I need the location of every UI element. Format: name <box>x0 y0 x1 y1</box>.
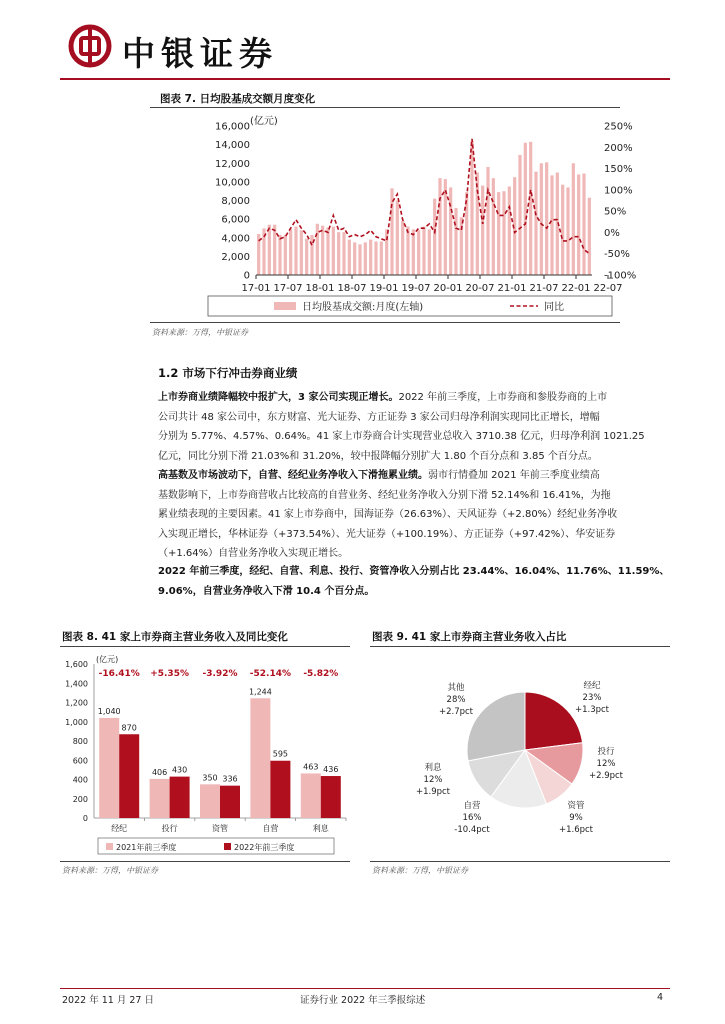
fig8-category: 投行 <box>161 824 178 833</box>
fig7-x-tick: 17-07 <box>273 283 303 294</box>
fig8-bar-2022 <box>119 734 139 818</box>
fig7-bar <box>332 227 335 275</box>
fig8-label-2022: 870 <box>121 723 137 733</box>
fig7-right-tick: -100% <box>604 270 637 282</box>
fig8-change-label: -16.41% <box>98 669 140 679</box>
paragraph-2-lead: 高基数及市场波动下，自营、经纪业务净收入下滑拖累业绩。 <box>158 470 428 481</box>
fig7-unit-label: (亿元) <box>250 116 278 127</box>
boc-logo-icon <box>68 24 112 68</box>
fig7-bar <box>348 240 351 275</box>
fig7-source: 资料来源：万得，中银证券 <box>152 328 248 337</box>
fig7-bar <box>369 240 372 275</box>
fig9-slice-change: +2.7pct <box>438 707 474 717</box>
fig7-bar <box>550 175 553 275</box>
fig7-right-tick: -50% <box>604 249 630 261</box>
fig7-left-tick: 4,000 <box>221 233 250 245</box>
fig9-slice <box>525 692 583 750</box>
fig7-x-tick: 21-01 <box>497 283 527 294</box>
fig7-bar <box>364 242 367 275</box>
fig7-bar <box>268 225 271 275</box>
fig9-title: 图表 9. 41 家上市券商主营业务收入占比 <box>372 631 567 643</box>
fig7-bar <box>545 162 548 275</box>
fig7-top-rule <box>150 107 620 108</box>
fig7-legend-line-label: 同比 <box>544 302 564 313</box>
brand-name: 中银证券 <box>122 34 278 73</box>
fig7-bar <box>502 191 505 275</box>
fig7-bar <box>401 221 404 275</box>
fig9-slice-pct: 28% <box>446 695 466 705</box>
fig8-bar-2022 <box>270 761 290 818</box>
fig9-slice-name: 其他 <box>447 683 465 693</box>
footer-doc-title: 证券行业 2022 年三季报综述 <box>300 995 426 1006</box>
fig9-slice-change: +2.9pct <box>588 771 624 781</box>
fig7-bar <box>412 229 415 275</box>
fig8-legend-swatch-2022 <box>224 843 231 850</box>
page-number: 4 <box>657 992 664 1003</box>
fig7-bar <box>582 173 585 275</box>
fig7-left-tick: 16,000 <box>215 121 250 133</box>
fig8-y-tick: 200 <box>72 794 88 804</box>
fig8-y-tick: 0 <box>82 814 88 823</box>
fig7-bar <box>588 198 591 275</box>
fig8-y-tick: 1,200 <box>65 698 88 708</box>
paragraph-1-line: 亿元，同比分别下滑 21.03%和 31.20%，较中报降幅分别扩大 1.80 个百分点和 3.85 个百分点。 <box>158 450 598 462</box>
paragraph-3-line: 9.06%，自营业务净收入下滑 10.4 个百分点。 <box>158 585 375 597</box>
footer-date: 2022 年 11 月 27 日 <box>62 995 154 1006</box>
paragraph-2-line: （+1.64%）自营业务净收入实现正增长。 <box>158 548 349 559</box>
fig9-bottom-rule <box>370 861 670 862</box>
fig9-source: 资料来源：万得，中银证券 <box>372 866 468 875</box>
fig9-slice-pct: 23% <box>582 693 602 703</box>
paragraph-1-line: 2022 年前三季度，上市券商和参股券商的上市 <box>398 392 608 403</box>
fig7-bar <box>321 226 324 275</box>
fig7-bar <box>465 192 468 275</box>
section-title: 1.2 市场下行冲击券商业绩 <box>158 366 298 380</box>
fig7-bar <box>433 199 436 275</box>
fig7-bar <box>294 227 297 275</box>
fig7-bar <box>566 187 569 275</box>
fig7-bar <box>278 235 281 275</box>
fig7-bar <box>358 244 361 275</box>
footer-rule <box>60 988 670 989</box>
fig8-bar-2021 <box>200 784 220 818</box>
fig8-label-2021: 1,040 <box>97 706 121 716</box>
fig7-bar <box>353 242 356 275</box>
fig8-label-2021: 463 <box>303 762 319 772</box>
fig8-legend-2021: 2021年前三季度 <box>116 843 177 852</box>
fig7-right-tick: 100% <box>604 185 633 197</box>
fig9-slice-name: 资管 <box>567 801 585 811</box>
fig9-slice-name: 利息 <box>424 763 442 773</box>
fig8-y-tick: 1,600 <box>65 660 88 669</box>
fig9-slice-name: 投行 <box>597 747 615 757</box>
fig9-slice <box>467 692 525 761</box>
fig7-bar <box>316 224 319 275</box>
fig7-bar <box>534 172 537 275</box>
fig7-bar <box>273 225 276 275</box>
fig7-bar <box>417 230 420 275</box>
fig7-bar <box>529 142 532 275</box>
fig9-slice-pct: 9% <box>569 813 583 823</box>
fig9-slice-change: +1.6pct <box>558 825 594 835</box>
paragraph-2 <box>158 466 676 564</box>
fig7-left-tick: 0 <box>243 270 250 282</box>
fig7-bar <box>380 241 383 275</box>
header-rule <box>60 78 670 80</box>
paragraph-2-line: 入实现正增长，华林证券（+373.54%）、光大证券（+100.19%）、方正证券（+97.42%）、华安证券 <box>158 528 616 540</box>
fig8-label-2022: 336 <box>222 774 238 784</box>
fig7-bar <box>508 187 511 275</box>
fig9-slice-pct: 12% <box>423 775 443 785</box>
fig8-bottom-rule <box>60 861 350 862</box>
fig8-label-2021: 350 <box>202 773 218 783</box>
fig8-label-2022: 436 <box>323 765 339 775</box>
fig8-y-tick: 400 <box>72 775 88 785</box>
fig7-bar <box>492 178 495 275</box>
fig7-bar <box>497 192 500 275</box>
fig8-chart <box>60 650 350 860</box>
fig8-source: 资料来源：万得，中银证券 <box>62 866 158 875</box>
fig7-x-tick: 22-01 <box>561 283 591 294</box>
fig8-top-rule <box>60 646 350 647</box>
fig7-left-tick: 8,000 <box>221 196 250 207</box>
fig9-slice-name: 自营 <box>463 801 481 811</box>
fig8-title: 图表 8. 41 家上市券商主营业务收入及同比变化 <box>62 631 288 643</box>
paragraph-2-line: 基数影响下，上市券商营收占比较高的自营业务、经纪业务净收入分别下滑 52.14%和 16.41%，为拖 <box>158 489 611 501</box>
fig8-change-label: +5.35% <box>150 669 189 679</box>
fig7-bar <box>481 186 484 275</box>
fig7-right-tick: 50% <box>604 206 627 218</box>
fig7-bar <box>337 232 340 275</box>
fig7-bar <box>289 229 292 275</box>
fig7-bar <box>470 141 473 275</box>
fig7-title: 图表 7. 日均股基成交额月度变化 <box>160 93 316 105</box>
fig8-bar-2021 <box>301 773 321 818</box>
fig7-x-tick: 19-07 <box>401 283 431 294</box>
fig7-bar <box>577 174 580 275</box>
fig9-slice-change: +1.3pct <box>574 705 610 715</box>
paragraph-1-line: 公司共计 48 家公司中，东方财富、光大证券、方正证券 3 家公司归母净利润实现同比正增长，增幅 <box>158 411 600 423</box>
fig8-change-label: -3.92% <box>202 669 238 679</box>
paragraph-2-line: 弱市行情叠加 2021 年前三季度业绩高 <box>428 470 600 481</box>
fig7-right-tick: 0% <box>604 227 620 239</box>
fig7-bar <box>406 227 409 275</box>
fig7-left-tick: 14,000 <box>215 140 250 152</box>
fig7-left-tick: 10,000 <box>215 177 250 189</box>
fig8-label-2022: 430 <box>171 765 188 775</box>
fig7-bar <box>438 178 441 275</box>
paragraph-1 <box>158 388 676 466</box>
fig9-slice-pct: 12% <box>596 759 616 769</box>
fig9-slice-change: -10.4pct <box>454 825 490 835</box>
fig7-bar <box>305 239 308 275</box>
fig7-bar <box>524 143 527 275</box>
fig8-category: 自营 <box>262 824 279 833</box>
fig7-right-tick: 200% <box>604 142 633 154</box>
fig7-bar <box>300 230 303 275</box>
header <box>0 0 725 80</box>
fig7-bar <box>428 229 431 275</box>
fig7-x-tick: 19-01 <box>369 283 399 294</box>
fig8-category: 利息 <box>312 824 329 833</box>
fig7-bar <box>326 228 329 275</box>
fig8-change-label: -5.82% <box>303 669 339 679</box>
fig8-unit-label: (亿元) <box>96 655 119 664</box>
fig7-bar <box>572 163 575 275</box>
fig8-category: 资管 <box>212 824 228 833</box>
fig8-change-label: -52.14% <box>249 669 292 679</box>
fig9-slice-pct: 16% <box>462 813 482 823</box>
fig7-right-tick: 250% <box>604 121 633 133</box>
fig7-legend-bar-label: 日均股基成交额:月度(左轴) <box>302 302 424 313</box>
paragraph-1-line: 分别为 5.77%、4.57%、0.64%。41 家上市券商合计实现营业总收入 3710.38 亿元，归母净利润 1021.25 <box>158 431 645 442</box>
fig9-chart <box>370 650 670 860</box>
fig8-y-tick: 800 <box>72 737 88 746</box>
fig9-slice-name: 经纪 <box>583 681 601 691</box>
fig8-legend-swatch-2021 <box>106 843 113 850</box>
fig7-bar <box>374 241 377 275</box>
fig7-bottom-rule <box>150 322 620 323</box>
fig8-bar-2022 <box>321 776 341 818</box>
fig7-bar <box>540 163 543 275</box>
fig7-bar <box>284 235 287 275</box>
fig7-bar <box>422 227 425 275</box>
fig9-top-rule <box>370 646 670 647</box>
fig7-x-tick: 22-07 <box>593 283 623 294</box>
fig7-bar <box>396 201 399 276</box>
fig8-y-tick: 1,000 <box>65 717 88 727</box>
paragraph-3 <box>158 562 688 601</box>
paragraph-1-lead: 上市券商业绩降幅较中报扩大，3 家公司实现正增长。 <box>158 392 399 403</box>
fig7-left-tick: 12,000 <box>215 158 250 170</box>
fig7-bar <box>449 187 452 275</box>
paragraph-3-line: 2022 年前三季度，经纪、自营、利息、投行、资管净收入分别占比 23.44%、16.04%、11.76%、11.59%、 <box>158 566 670 577</box>
fig7-x-tick: 17-01 <box>241 283 271 294</box>
fig7-left-tick: 2,000 <box>221 251 250 263</box>
fig8-bar-2021 <box>250 698 270 818</box>
fig8-y-tick: 1,400 <box>65 679 88 689</box>
fig7-right-tick: 150% <box>604 164 633 176</box>
paragraph-2-line: 累业绩表现的主要因素。41 家上市券商中，国海证券（26.63%）、天风证券（+2.80%）经纪业务净收 <box>158 509 618 520</box>
fig9-slice-change: +1.9pct <box>415 787 451 797</box>
fig8-y-tick: 600 <box>72 756 88 766</box>
fig7-x-tick: 18-07 <box>337 283 367 294</box>
fig8-label-2022: 595 <box>272 749 289 759</box>
fig8-bar-2021 <box>150 779 170 818</box>
fig7-bar <box>561 185 564 275</box>
fig7-x-tick: 21-07 <box>529 283 559 294</box>
fig8-category: 经纪 <box>111 824 128 833</box>
fig7-legend-swatch-bar <box>274 302 296 310</box>
fig7-left-tick: 6,000 <box>221 214 250 226</box>
fig8-bar-2021 <box>99 718 119 818</box>
fig7-bar <box>486 167 489 275</box>
fig8-label-2021: 406 <box>151 767 168 777</box>
fig7-chart <box>150 110 637 320</box>
fig7-x-tick: 20-01 <box>433 283 463 294</box>
fig8-label-2021: 1,244 <box>248 687 272 697</box>
fig7-bar <box>342 232 345 275</box>
fig7-x-tick: 18-01 <box>305 283 335 294</box>
fig8-bar-2022 <box>220 786 240 818</box>
fig7-x-tick: 20-07 <box>465 283 495 294</box>
fig8-bar-2022 <box>170 777 190 818</box>
fig7-bar <box>518 155 521 275</box>
fig8-legend-2022: 2022年前三季度 <box>234 843 295 852</box>
fig7-bar <box>476 173 479 275</box>
fig7-bar <box>454 208 457 275</box>
